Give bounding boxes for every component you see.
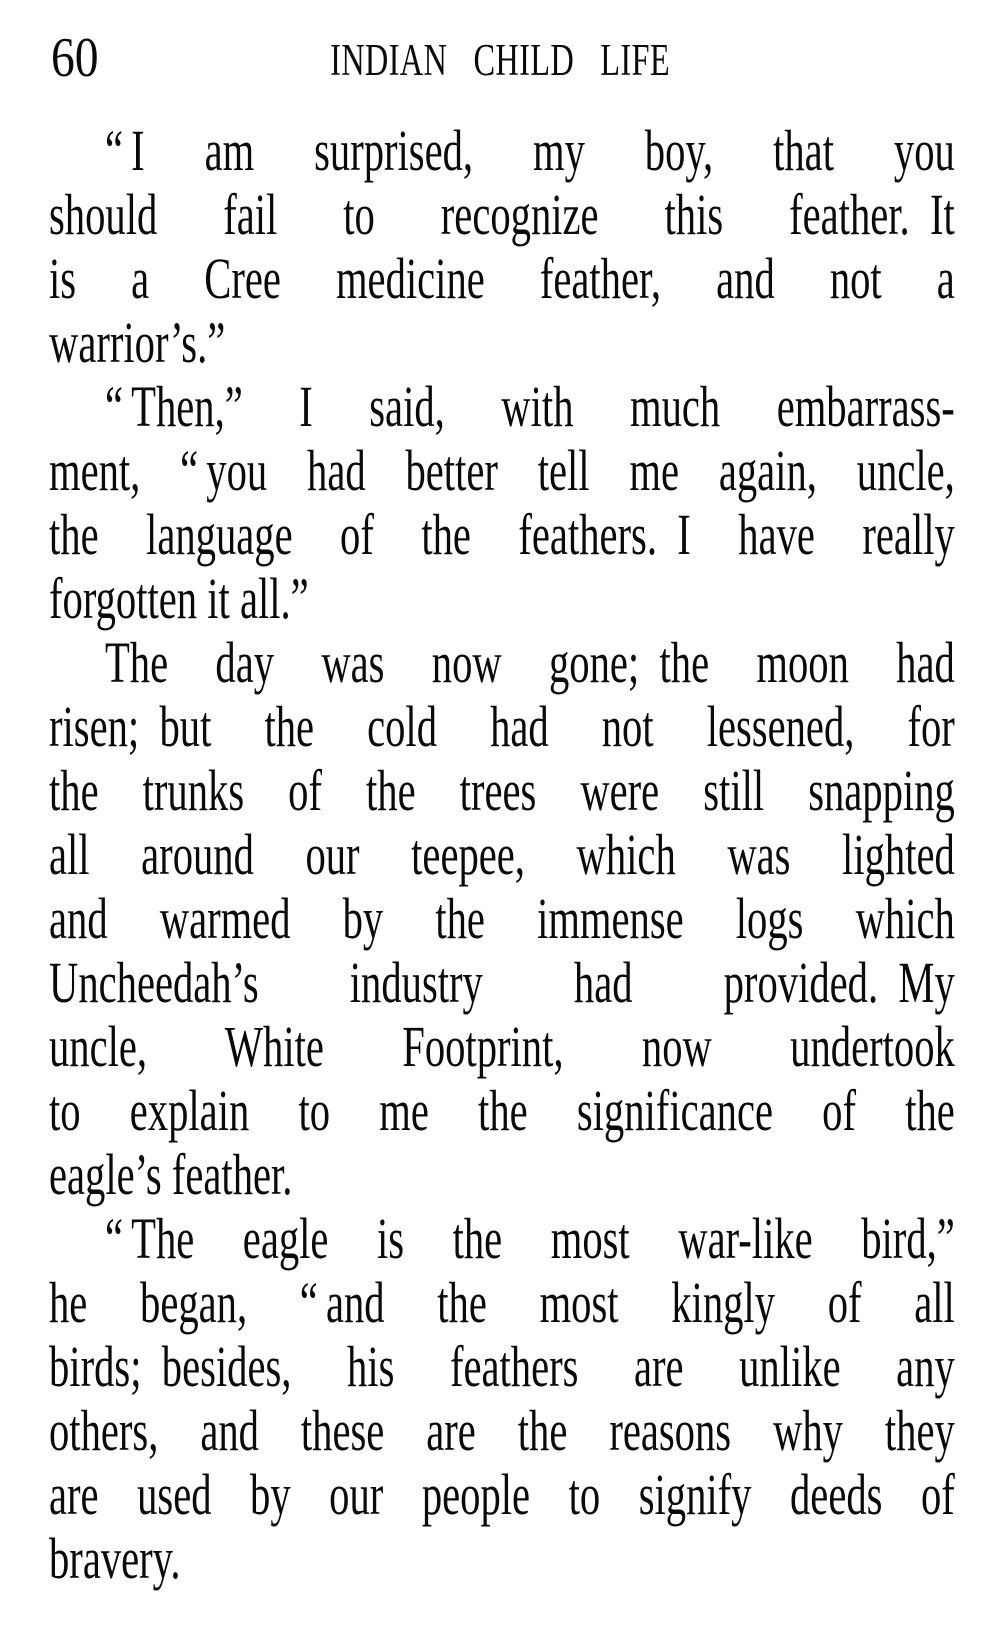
text-line: Uncheedah’s industry had provided. My	[49, 950, 955, 1015]
page-number-text: 60	[51, 27, 99, 89]
text-line: “ Then,” I said, with much embarrass-	[105, 374, 955, 439]
text-line: to explain to me the significance of the	[49, 1078, 955, 1143]
text-line: “ I am surprised, my boy, that you	[105, 118, 955, 183]
running-head	[0, 35, 1000, 85]
text-line: birds; besides, his feathers are unlike any	[49, 1334, 955, 1399]
text-line: is a Cree medicine feather, and not a	[49, 246, 955, 311]
page-header	[0, 0, 1000, 110]
text-line: the language of the feathers. I have really	[49, 502, 955, 567]
text-line: warrior’s.”	[49, 310, 226, 375]
text-line: bravery.	[49, 1526, 181, 1591]
text-line: forgotten it all.”	[49, 566, 309, 631]
text-line: others, and these are the reasons why they	[49, 1398, 955, 1463]
text-line: ment, “ you had better tell me again, uncle,	[49, 438, 955, 503]
text-line: he began, “ and the most kingly of all	[49, 1270, 955, 1335]
text-line: the trunks of the trees were still snapping	[49, 758, 955, 823]
running-head-text: INDIAN CHILD LIFE	[330, 35, 670, 85]
text-line: “ The eagle is the most war-like bird,”	[105, 1206, 955, 1271]
text-line: The day was now gone; the moon had	[105, 630, 955, 695]
text-line: risen; but the cold had not lessened, for	[49, 694, 955, 759]
text-line: are used by our people to signify deeds of	[49, 1462, 955, 1527]
text-line: should fail to recognize this feather. It	[49, 182, 955, 247]
text-line: eagle’s feather.	[49, 1142, 293, 1207]
text-line: and warmed by the immense logs which	[49, 886, 955, 951]
text-line: uncle, White Footprint, now undertook	[49, 1014, 955, 1079]
page-body	[49, 119, 955, 1591]
text-line: all around our teepee, which was lighted	[49, 822, 955, 887]
